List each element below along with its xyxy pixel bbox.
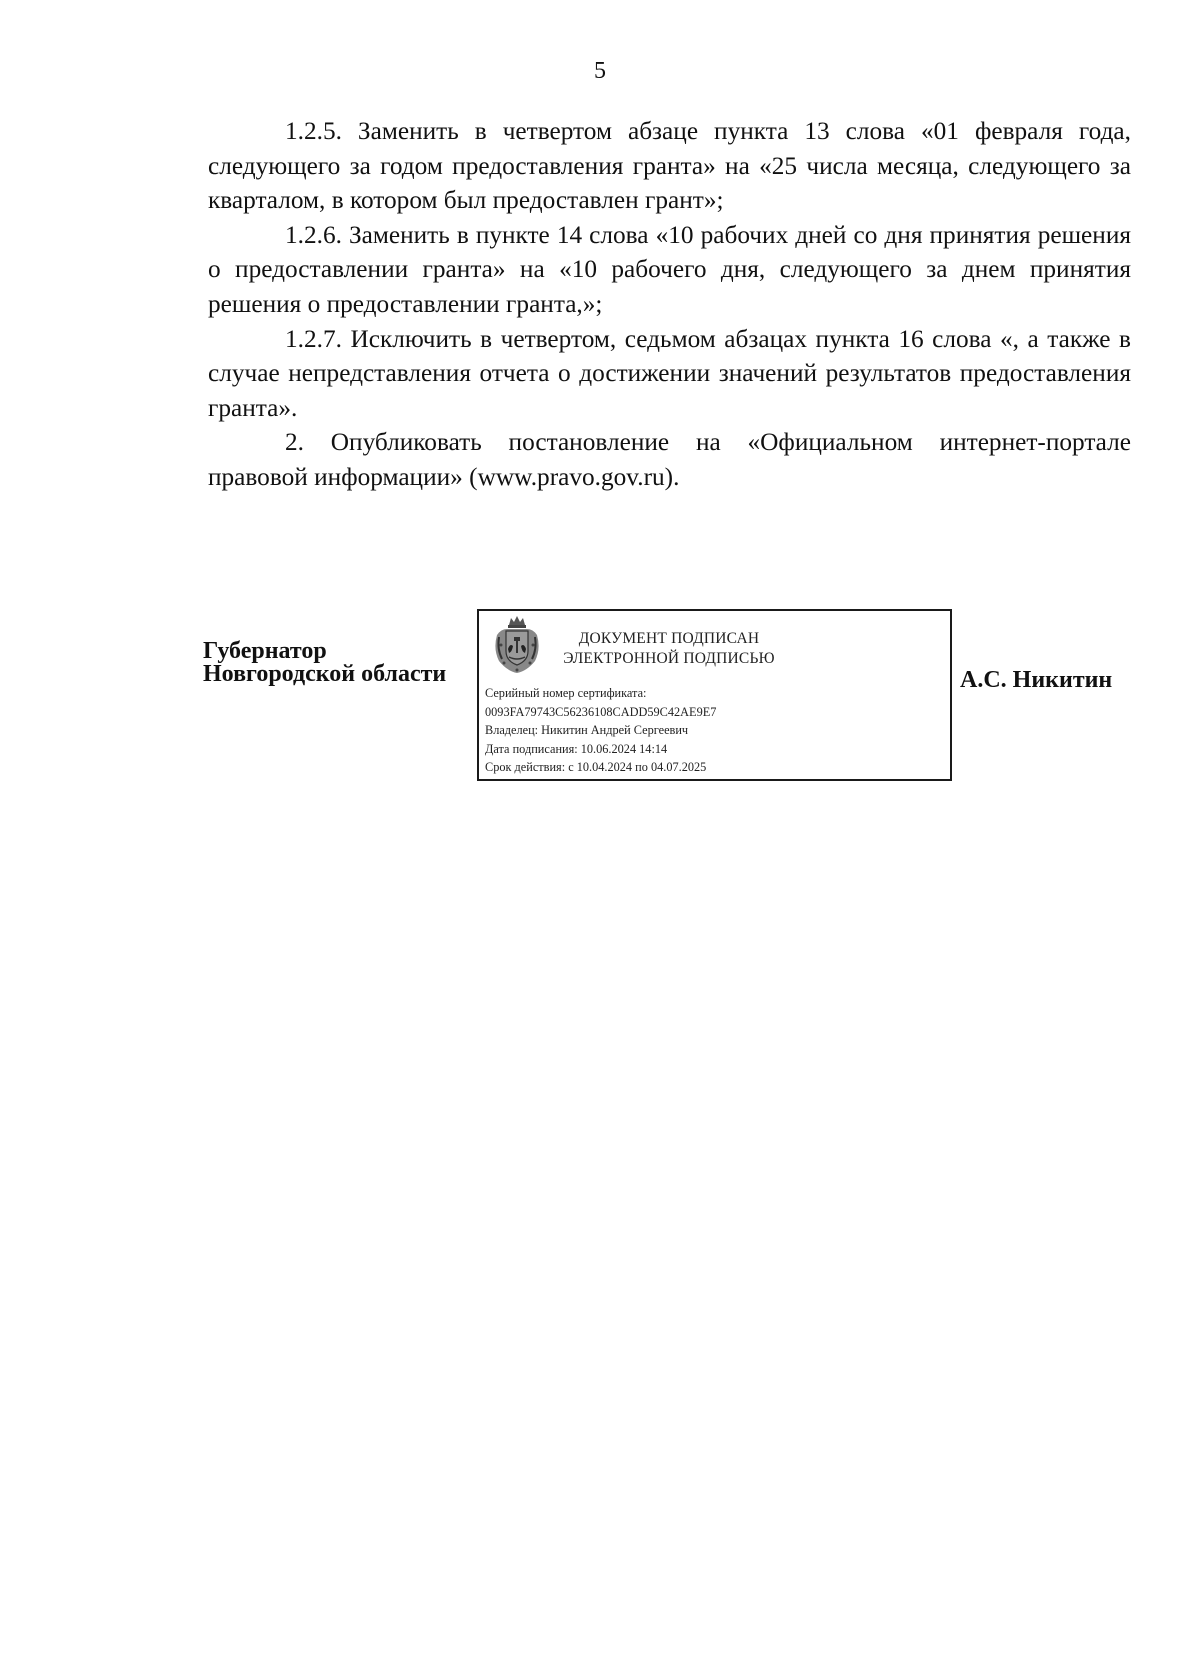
- stamp-header-line1: ДОКУМЕНТ ПОДПИСАН: [578, 630, 760, 647]
- stamp-details: [485, 684, 716, 777]
- page-number: 5: [594, 58, 606, 84]
- signatory-title-line1: Губернатор: [203, 638, 327, 664]
- stamp-header-line2: ЭЛЕКТРОННОЙ ПОДПИСЬЮ: [563, 650, 775, 667]
- paragraph-1-2-7: 1.2.7. Исключить в четвертом, седьмом абзацах пункта 16 слова «, а также в случае непредставления отчета о достижении значений результатов предоставления гранта».: [208, 324, 1131, 422]
- certificate-owner: Владелец: Никитин Андрей Сергеевич: [485, 723, 689, 737]
- paragraph-1-2-5: 1.2.5. Заменить в четвертом абзаце пункта 13 слова «01 февраля года, следующего за годом предоставления гранта» на «25 числа месяца, следующего за кварталом, в котором был предоставлен грант»;: [208, 117, 1131, 215]
- certificate-serial-value: 0093FA79743C56236108CADD59C42AE9E7: [485, 704, 717, 719]
- electronic-signature-stamp: [477, 609, 952, 781]
- paragraph-1-2-6: 1.2.6. Заменить в пункте 14 слова «10 рабочих дней со дня принятия решения о предоставлении гранта» на «10 рабочего дня, следующего за днем принятия решения о предоставлении гранта,»;: [208, 220, 1131, 318]
- signatory-title-line2: Новгородской области: [203, 661, 447, 687]
- paragraph-2-publish: 2. Опубликовать постановление на «Официальном интернет-портале правовой информации» (www.pravo.gov.ru).: [208, 428, 1131, 491]
- signatory-title: [203, 640, 446, 686]
- novgorod-coat-of-arms-icon: [489, 615, 545, 675]
- document-body: [208, 114, 1131, 495]
- signatory-name: А.С. Никитин: [960, 667, 1113, 693]
- signing-date: Дата подписания: 10.06.2024 14:14: [485, 741, 668, 756]
- certificate-serial-label: Серийный номер сертификата:: [485, 686, 647, 700]
- stamp-header: [549, 629, 789, 669]
- certificate-validity: Срок действия: с 10.04.2024 по 04.07.2025: [485, 760, 707, 774]
